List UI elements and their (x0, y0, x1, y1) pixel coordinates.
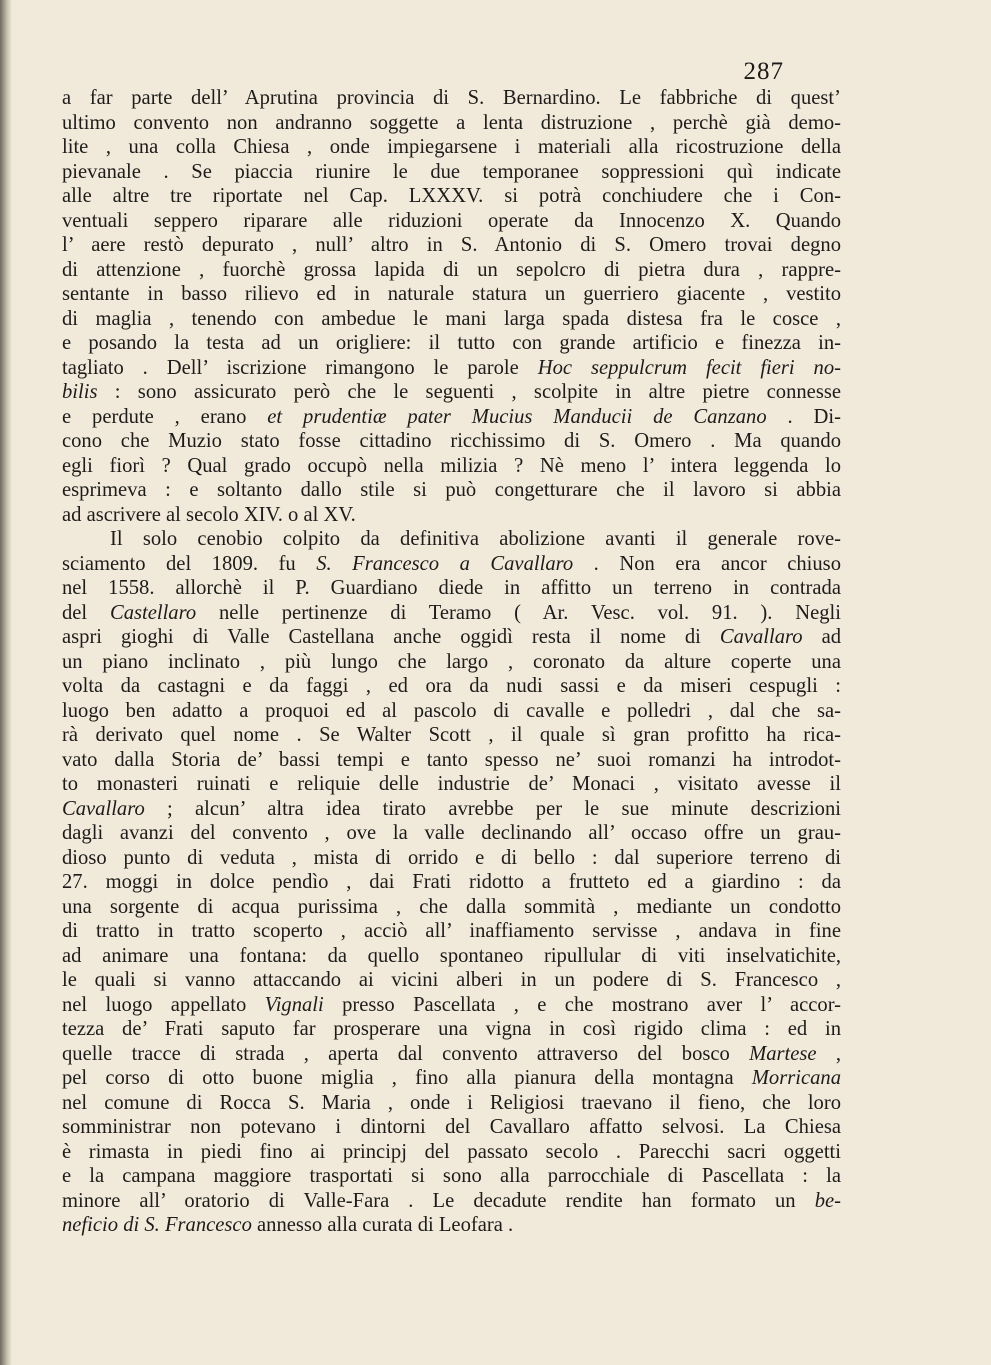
text-line (62, 307, 841, 332)
text-line (62, 919, 841, 944)
text-line (62, 968, 841, 993)
text-segment: nel luogo appellato (62, 993, 265, 1016)
text-segment: , (816, 1042, 841, 1065)
text-segment: . Non era ancor chiuso (573, 552, 841, 575)
text-segment: ad (802, 626, 841, 648)
text-line (62, 699, 841, 724)
text-segment: minore all’ oratorio di Valle-Fara . Le decadute rendite han formato un (62, 1189, 815, 1212)
text-line (62, 748, 841, 773)
italic-text: bilis (62, 381, 98, 403)
text-line (62, 674, 841, 699)
text-line (62, 209, 841, 234)
text-line (62, 111, 841, 136)
text-segment: dioso punto di veduta , mista di orrido e di bello : dal superiore terreno di (62, 846, 841, 869)
text-line (62, 380, 841, 405)
text-segment: a far parte dell’ Aprutina provincia di S. Bernardino. Le fabbriche di quest’ (62, 87, 841, 109)
text-line (62, 356, 841, 381)
text-line (62, 1164, 841, 1189)
text-segment: somministrar non potevano i dintorni del Cavallaro affatto selvosi. La Chiesa (62, 1116, 841, 1138)
text-segment: tezza de’ Frati saputo far prosperare una vigna in così rigido clima : ed in (62, 1018, 841, 1040)
text-line (62, 944, 841, 969)
text-line (62, 331, 841, 356)
text-line (62, 160, 841, 185)
text-line (62, 723, 841, 748)
text-segment: nel comune di Rocca S. Maria , onde i Religiosi traevano il fieno, che loro (62, 1091, 841, 1114)
text-segment: luogo ben adatto a proquoi ed al pascolo di cavalle e polledri , dal che sa- (62, 699, 841, 722)
text-segment: è rimasta in piedi fino ai principj del passato secolo . Parecchi sacri oggetti (62, 1140, 841, 1163)
text-line (62, 503, 841, 528)
text-segment: volta da castagni e da faggi , ed ora da nudi sassi e da miseri cespugli : (62, 675, 841, 697)
text-segment: ventuali seppero riparare alle riduzioni operate da Innocenzo X. Quando (62, 209, 841, 232)
text-segment: vato dalla Storia de’ bassi tempi e tanto spesso ne’ suoi romanzi ha introdot- (62, 748, 841, 771)
text-line (62, 405, 841, 430)
text-line (62, 895, 841, 920)
italic-text: be- (814, 1189, 841, 1212)
text-segment: sciamento del 1809. fu (62, 552, 317, 575)
text-segment: le quali si vanno attaccando ai vicini alberi in un podere di S. Francesco , (62, 969, 841, 991)
italic-text: et prudentiæ pater Mucius Manducii de Canzano (267, 405, 767, 428)
text-segment: e posando la testa ad un origliere: il tutto con grande artificio e finezza in- (62, 332, 841, 354)
text-line (62, 1115, 841, 1140)
text-segment: nelle pertinenze di Teramo ( Ar. Vesc. vol. 91. ). Negli (196, 601, 841, 624)
text-line (62, 576, 841, 601)
italic-text: neficio di S. Francesco (62, 1214, 252, 1236)
text-segment: quelle tracce di strada , aperta dal convento attraverso del bosco (62, 1042, 750, 1065)
text-segment: tagliato . Dell’ iscrizione rimangono le parole (62, 356, 538, 379)
text-segment: l’ aere restò depurato , null’ altro in S. Antonio di S. Omero trovai degno (62, 234, 841, 256)
text-segment: ad ascrivere al secolo XIV. o al XV. (62, 503, 356, 526)
italic-text: Cavallaro (719, 626, 803, 648)
text-line (62, 772, 841, 797)
text-line (62, 1140, 841, 1165)
text-segment: del (62, 601, 110, 624)
text-segment: rà derivato quel nome . Se Walter Scott , il quale sì gran profitto ha rica- (62, 724, 841, 746)
text-line (62, 454, 841, 479)
italic-text: Martese (749, 1042, 817, 1065)
text-segment: annesso alla curata di Leofara . (251, 1214, 514, 1236)
italic-text: Vignali (264, 993, 324, 1016)
text-line (62, 233, 841, 258)
text-segment: : sono assicurato però che le seguenti , scolpite in altre pietre connesse (97, 381, 841, 403)
text-line (62, 1091, 841, 1116)
text-line (62, 870, 841, 895)
italic-text: Morricana (751, 1067, 841, 1089)
text-segment: cono che Muzio stato fosse cittadino ricchissimo di S. Omero . Ma quando (62, 430, 841, 452)
text-segment: Il solo cenobio colpito da definitiva abolizione avanti il generale rove- (110, 528, 841, 550)
text-segment: 27. moggi in dolce pendìo , dai Frati ridotto a frutteto ed a giardino : da (62, 871, 841, 893)
italic-text: Hoc seppulcrum fecit fieri no- (537, 356, 841, 379)
text-line (62, 282, 841, 307)
text-segment: di maglia , tenendo con ambedue le mani larga spada distesa fra le cosce , (62, 307, 841, 330)
text-line (62, 184, 841, 209)
text-line (62, 1042, 841, 1067)
text-line (62, 846, 841, 871)
text-segment: di attenzione , fuorchè grossa lapida di un sepolcro di pietra dura , rappre- (62, 258, 841, 281)
text-line (62, 625, 841, 650)
text-segment: presso Pascellata , e che mostrano aver l’ accor- (323, 993, 841, 1016)
text-segment: sentante in basso rilievo ed in naturale statura un guerriero giacente , vestito (62, 283, 841, 305)
text-line (62, 821, 841, 846)
text-line (62, 258, 841, 283)
text-segment: ultimo convento non andranno soggette a lenta distruzione , perchè già demo- (62, 111, 841, 134)
text-line (62, 552, 841, 577)
text-line (62, 1213, 841, 1238)
text-segment: dagli avanzi del convento , ove la valle declinando all’ occaso offre un grau- (62, 822, 841, 844)
text-line (62, 993, 841, 1018)
text-segment: pel corso di otto buone miglia , fino alla pianura della montagna (62, 1067, 752, 1089)
text-line (62, 1017, 841, 1042)
text-segment: egli fiorì ? Qual grado occupò nella milizia ? Nè meno l’ intera leggenda lo (62, 454, 841, 477)
text-segment: lite , una colla Chiesa , onde impiegarsene i materiali alla ricostruzione della (62, 136, 841, 158)
page-gutter (0, 0, 12, 1365)
text-segment: ad animare una fontana: da quello spontaneo ripullular di viti inselvatichite, (62, 944, 841, 967)
text-line (62, 429, 841, 454)
italic-text: Castellaro (109, 601, 197, 624)
text-line (62, 527, 841, 552)
text-segment: e la campana maggiore trasportati si sono alla parrocchiale di Pascellata : la (62, 1165, 841, 1187)
text-line (62, 797, 841, 822)
text-line (62, 478, 841, 503)
text-line (62, 1189, 841, 1214)
text-line (62, 650, 841, 675)
text-segment: e perdute , erano (62, 405, 268, 428)
text-segment: pievanale . Se piaccia riunire le due temporanee soppressioni quì indicate (62, 160, 841, 183)
text-line (62, 135, 841, 160)
text-segment: aspri gioghi di Valle Castellana anche oggidì resta il nome di (62, 626, 720, 648)
text-segment: esprimeva : e soltanto dallo stile si può congetturare che il lavoro si abbia (62, 479, 841, 501)
text-segment: un piano inclinato , più lungo che largo , coronato da alture coperte una (62, 650, 841, 673)
text-line (62, 1066, 841, 1091)
text-segment: ; alcun’ altra idea tirato avrebbe per le sue minute descrizioni (144, 797, 841, 820)
text-line (62, 601, 841, 626)
text-segment: di tratto in tratto scoperto , acciò all’ inaffiamento servisse , andava in fine (62, 920, 841, 942)
page-number: 287 (743, 58, 784, 85)
text-segment: to monasteri ruinati e reliquie delle industrie de’ Monaci , visitato avesse il (62, 773, 841, 795)
text-line (62, 86, 841, 111)
text-segment: nel 1558. allorchè il P. Guardiano diede in affitto un terreno in contrada (62, 577, 841, 599)
text-segment: . Di- (766, 405, 841, 428)
body-text (62, 86, 841, 1238)
italic-text: Cavallaro (62, 797, 145, 820)
text-segment: alle altre tre riportate nel Cap. LXXXV. si potrà conchiudere che i Con- (62, 185, 841, 207)
italic-text: S. Francesco a Cavallaro (316, 552, 574, 575)
text-segment: una sorgente di acqua purissima , che dalla sommità , mediante un condotto (62, 895, 841, 918)
